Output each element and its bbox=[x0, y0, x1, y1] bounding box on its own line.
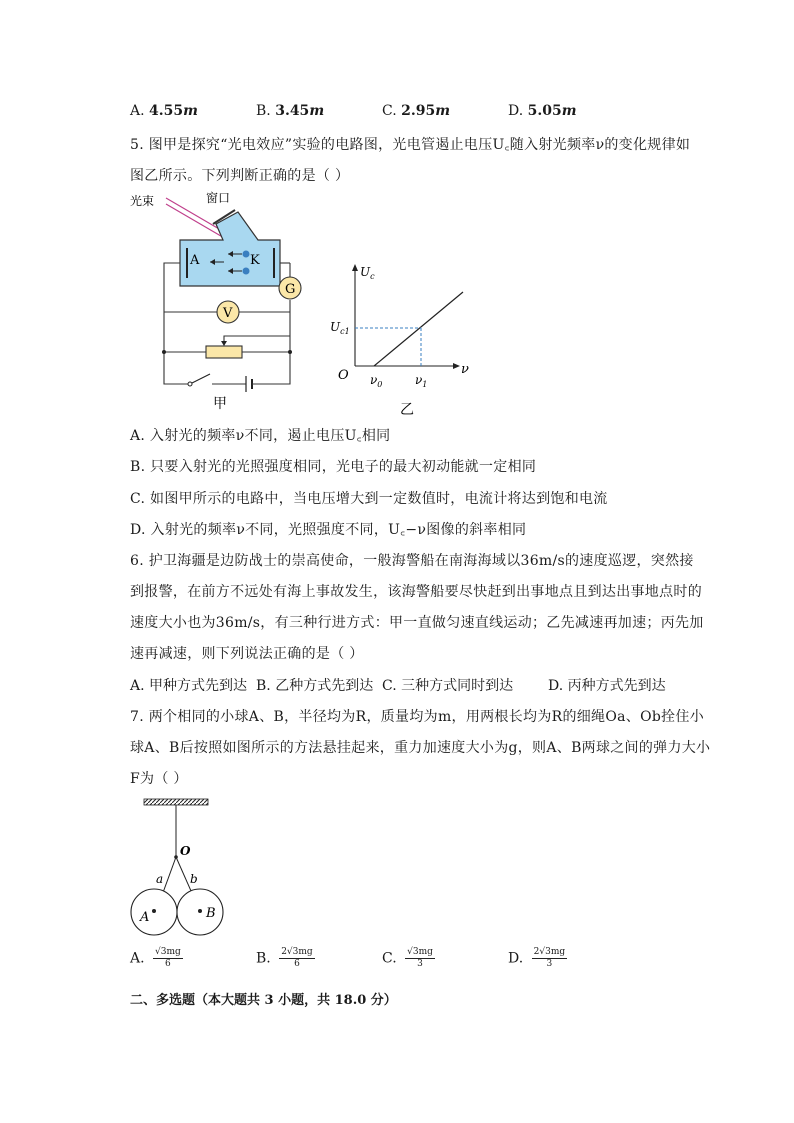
window-label: 窗口 bbox=[206, 191, 231, 205]
q6-line-2: 到报警，在前方不远处有海上事故发生，该海警船要尽快赶到出事地点且到达出事地点时的 bbox=[130, 584, 702, 600]
q5-line-2: 图乙所示。下列判断正确的是（ ） bbox=[130, 168, 350, 184]
slider-wire bbox=[224, 336, 290, 345]
q6-line-4: 速再减速，则下列说法正确的是（ ） bbox=[130, 646, 364, 662]
q6-option-b[interactable]: B. 乙种方式先到达 bbox=[256, 678, 374, 694]
q6-line-1: 6. 护卫海疆是边防战士的崇高使命，一般海警船在南海海域以36m/s的速度巡逻，突然接 bbox=[130, 553, 694, 569]
hanging-balls-figure bbox=[128, 795, 228, 937]
cathode-label: K bbox=[250, 253, 260, 268]
fraction: $\frac{2√3mg}{3}$ bbox=[533, 947, 566, 969]
q7-line-2: 球A、B后按照如图所示的方法悬挂起来，重力加速度大小为g，则A、B两球之间的弹力大小 bbox=[130, 740, 711, 756]
origin-label: O bbox=[338, 368, 349, 383]
figure-yi-caption: 乙 bbox=[400, 402, 414, 418]
section-2-heading: 二、多选题（本大题共 3 小题，共 18.0 分） bbox=[130, 993, 397, 1008]
q7-option-c[interactable]: C. $\frac{√3mg}{3}$ bbox=[382, 947, 433, 969]
galvanometer-label: G bbox=[285, 282, 296, 297]
q5-option-a[interactable]: A. 入射光的频率ν不同，遏止电压U꜀相同 bbox=[130, 428, 391, 444]
uc-line bbox=[374, 292, 463, 366]
uc-nu-graph bbox=[328, 258, 478, 418]
q6-option-c[interactable]: C. 三种方式同时到达 bbox=[382, 678, 514, 694]
ball-a-center bbox=[152, 909, 156, 913]
q5-option-c[interactable]: C. 如图甲所示的电路中，当电压增大到一定数值时，电流计将达到饱和电流 bbox=[130, 491, 608, 507]
x-tick-nu1: $\nu_1$ bbox=[415, 373, 428, 389]
anode-label: A bbox=[190, 253, 200, 268]
rope-a-label: a bbox=[156, 872, 164, 886]
electron-1 bbox=[243, 251, 250, 258]
ball-a-label: A bbox=[140, 910, 150, 925]
q4-option-c[interactable]: C. 2.95m bbox=[382, 103, 451, 119]
q4-option-d[interactable]: D. 5.05m bbox=[508, 103, 577, 119]
q7-option-a[interactable]: A. $\frac{√3mg}{6}$ bbox=[130, 947, 181, 969]
photo-tube bbox=[180, 212, 280, 286]
q5-line-1: 5. 图甲是探究“光电效应”实验的电路图，光电管遏止电压U꜀随入射光频率ν的变化规律如 bbox=[130, 137, 691, 153]
junction-1 bbox=[162, 350, 166, 354]
voltmeter-label: V bbox=[223, 306, 233, 321]
figure-jia-caption: 甲 bbox=[213, 396, 227, 412]
rope-b-label: b bbox=[190, 872, 198, 886]
q5-option-b[interactable]: B. 只要入射光的光照强度相同，光电子的最大初动能就一定相同 bbox=[130, 459, 537, 475]
ball-b-center bbox=[198, 909, 202, 913]
electron-2 bbox=[243, 268, 250, 275]
q7-option-d[interactable]: D. $\frac{2√3mg}{3}$ bbox=[508, 947, 566, 969]
q6-option-d[interactable]: D. 丙种方式先到达 bbox=[548, 678, 666, 694]
point-o-label: O bbox=[180, 844, 191, 858]
q4-option-b[interactable]: B. 3.45m bbox=[256, 103, 325, 119]
q6-option-a[interactable]: A. 甲种方式先到达 bbox=[130, 678, 248, 694]
y-tick-uc1: $U_{c1}$ bbox=[330, 320, 350, 336]
x-axis-arrow bbox=[453, 363, 460, 369]
q6-line-3: 速度大小也为36m/s，有三种行进方式：甲一直做匀速直线运动；乙先减速再加速；丙先加 bbox=[130, 615, 704, 631]
fraction: $\frac{√3mg}{6}$ bbox=[155, 947, 181, 969]
fraction: $\frac{2√3mg}{6}$ bbox=[281, 947, 313, 969]
rheostat bbox=[206, 346, 242, 358]
ceiling bbox=[144, 799, 208, 805]
q7-line-3: F为（ ） bbox=[130, 771, 188, 787]
q7-option-b[interactable]: B. $\frac{2√3mg}{6}$ bbox=[256, 947, 313, 969]
y-axis-arrow bbox=[352, 264, 358, 271]
fraction: $\frac{√3mg}{3}$ bbox=[407, 947, 433, 969]
photoelectric-circuit-figure bbox=[128, 188, 308, 418]
x-axis-label: ν bbox=[461, 362, 469, 377]
q5-option-d[interactable]: D. 入射光的频率ν不同，光照强度不同，U꜀−ν图像的斜率相同 bbox=[130, 522, 527, 538]
x-tick-nu0: $\nu_0$ bbox=[370, 373, 383, 389]
ball-b-label: B bbox=[206, 906, 216, 921]
slider-arrow bbox=[221, 341, 227, 346]
junction-2 bbox=[288, 350, 292, 354]
q7-line-1: 7. 两个相同的小球A、B，半径均为R，质量均为m，用两根长均为R的细绳Oa、Ob拴住小 bbox=[130, 709, 705, 725]
q4-option-a[interactable]: A. 4.55m bbox=[130, 103, 198, 119]
light-beam-label: 光束 bbox=[130, 194, 155, 208]
y-axis-label: $U_c$ bbox=[360, 265, 375, 281]
